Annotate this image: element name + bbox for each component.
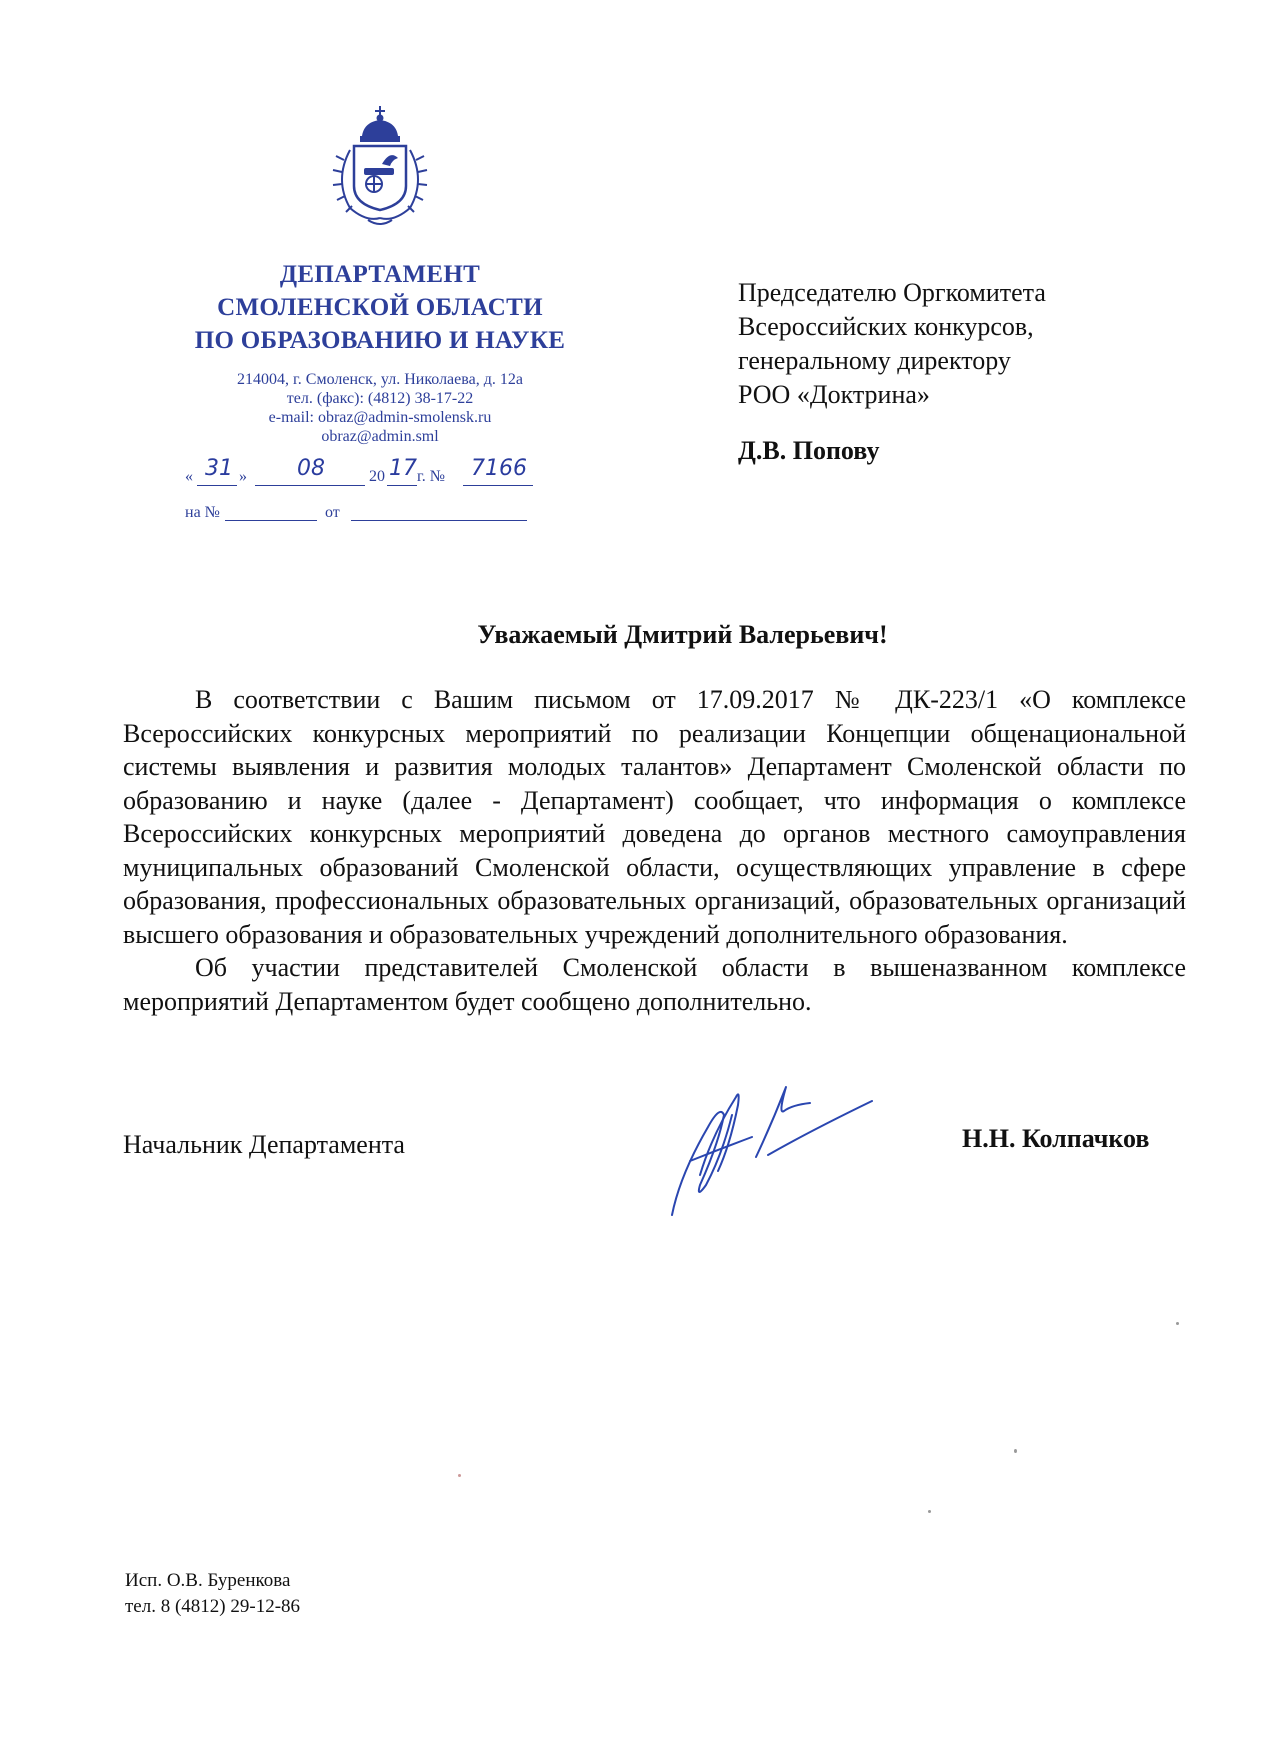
reference-date-underline (351, 520, 527, 521)
salutation: Уважаемый Дмитрий Валерьевич! (477, 620, 888, 649)
registration-line (185, 456, 615, 488)
executor-block (125, 1568, 300, 1620)
signer-position: Начальник Департамента (123, 1130, 405, 1159)
addressee-line: генеральному директору (738, 346, 1011, 375)
department-address: 214004, г. Смоленск, ул. Николаева, д. 12а (237, 371, 523, 388)
addressee-line: Всероссийских конкурсов, (738, 312, 1034, 341)
reference-number-label: на № (185, 504, 220, 521)
scan-speck (928, 1510, 931, 1513)
addressee-line: РОО «Доктрина» (738, 380, 930, 409)
executor-name: Исп. О.В. Буренкова (125, 1570, 291, 1591)
department-email: e-mail: obraz@admin-smolensk.ru (268, 409, 492, 426)
addressee-line: Председателю Оргкомитета (738, 278, 1046, 307)
handwritten-year: 17 (389, 456, 417, 481)
body-paragraph: Об участии представителей Смоленской области в вышеназванном комплексе мероприятий Департаментом будет сообщено дополнительно. (123, 953, 1186, 1016)
year-prefix: 20 (369, 468, 385, 485)
department-name-line: ПО ОБРАЗОВАНИЮ И НАУКЕ (194, 327, 566, 354)
handwritten-number: 7166 (471, 456, 527, 481)
handwritten-day: 31 (205, 456, 233, 481)
addressee-block (738, 276, 1218, 468)
letterhead (150, 100, 610, 521)
letter-body (123, 683, 1186, 1018)
smolensk-coat-of-arms-icon (320, 100, 440, 230)
department-contacts (150, 370, 610, 446)
reference-number-underline (225, 520, 317, 521)
department-name-line: ДЕПАРТАМЕНТ (279, 261, 481, 288)
year-number-label: г. № (417, 468, 446, 485)
department-name (150, 258, 610, 357)
close-quote: » (239, 468, 247, 485)
addressee-name: Д.В. Попову (738, 436, 880, 465)
handwritten-month: 08 (297, 456, 325, 481)
department-name-line: СМОЛЕНСКОЙ ОБЛАСТИ (217, 294, 543, 321)
year-underline (387, 485, 417, 486)
reference-date-label: от (325, 504, 340, 521)
signer-name: Н.Н. Колпачков (962, 1124, 1150, 1153)
month-underline (255, 485, 365, 486)
reference-line (185, 498, 615, 522)
open-quote: « (185, 468, 193, 485)
department-phone: тел. (факс): (4812) 38-17-22 (286, 390, 474, 407)
day-underline (197, 485, 237, 486)
scan-speck (458, 1474, 461, 1477)
body-paragraph: В соответствии с Вашим письмом от 17.09.2017 № ДК-223/1 «О комплексе Всероссийских конкурсных мероприятий по реализации Концепции общенациональной системы выявления и развития молодых талантов» Департамент Смоленской области по образованию и науке (далее - Департамент) сообщает, что информация о комплексе Всероссийских конкурсных мероприятий доведена до органов местного самоуправления муниципальных образований Смоленской области, осуществляющих управление в сфере образования, профессиональных образовательных организаций, образовательных организаций высшего образования и образовательных учреждений дополнительного образования. (123, 685, 1186, 949)
handwritten-signature-icon (660, 1075, 890, 1220)
department-email-alt: obraz@admin.sml (321, 428, 439, 445)
executor-phone: тел. 8 (4812) 29-12-86 (125, 1596, 301, 1617)
scan-speck (1176, 1322, 1179, 1325)
number-underline (463, 485, 533, 486)
scan-speck (1014, 1449, 1017, 1453)
